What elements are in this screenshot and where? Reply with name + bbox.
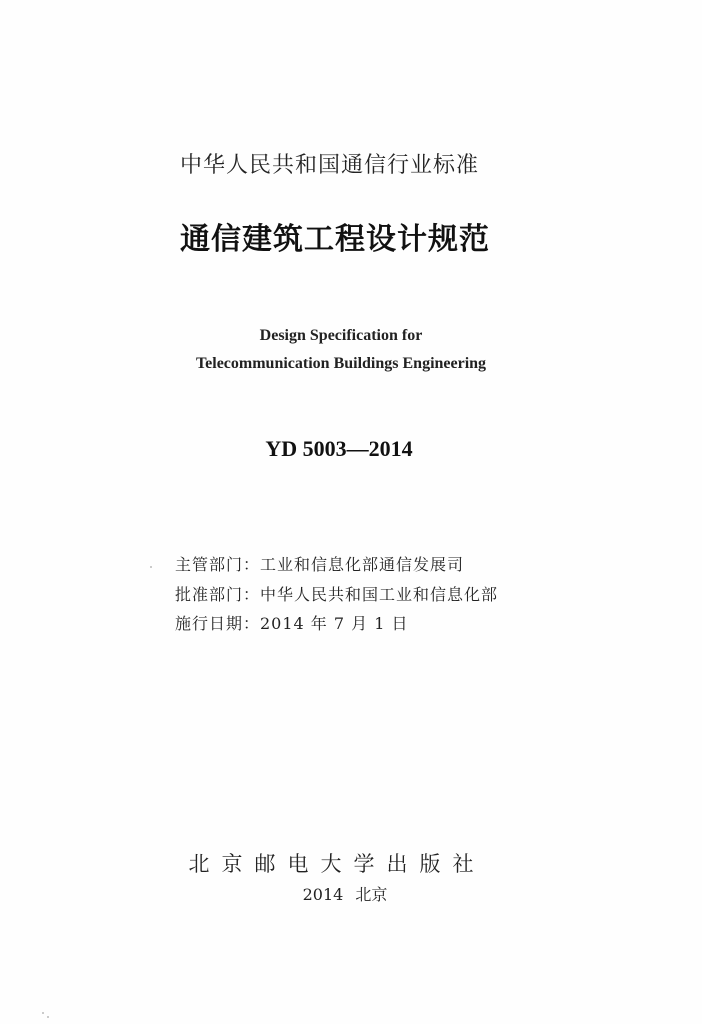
publication-year: 2014 — [302, 885, 344, 904]
approving-department: 批准部门：中华人民共和国工业和信息化部 — [175, 585, 499, 604]
publisher-name: 北京邮电大学出版社 — [188, 852, 486, 876]
scan-speck — [42, 1012, 44, 1014]
scan-speck — [150, 566, 152, 568]
scan-speck — [47, 1016, 49, 1018]
standard-category: 中华人民共和国通信行业标准 — [180, 153, 480, 178]
document-title-english-line1: Design Specification for — [259, 327, 423, 344]
standard-code: YD 5003—2014 — [265, 436, 413, 461]
publication-year-city — [0, 882, 696, 905]
effective-date: 施行日期：2014 年 7 月 1 日 — [175, 614, 409, 633]
document-title-chinese: 通信建筑工程设计规范 — [180, 222, 490, 257]
publication-city: 北京 — [355, 885, 388, 904]
document-title-english-line2: Telecommunication Buildings Engineering — [195, 355, 487, 372]
competent-department: 主管部门：工业和信息化部通信发展司 — [175, 555, 465, 574]
